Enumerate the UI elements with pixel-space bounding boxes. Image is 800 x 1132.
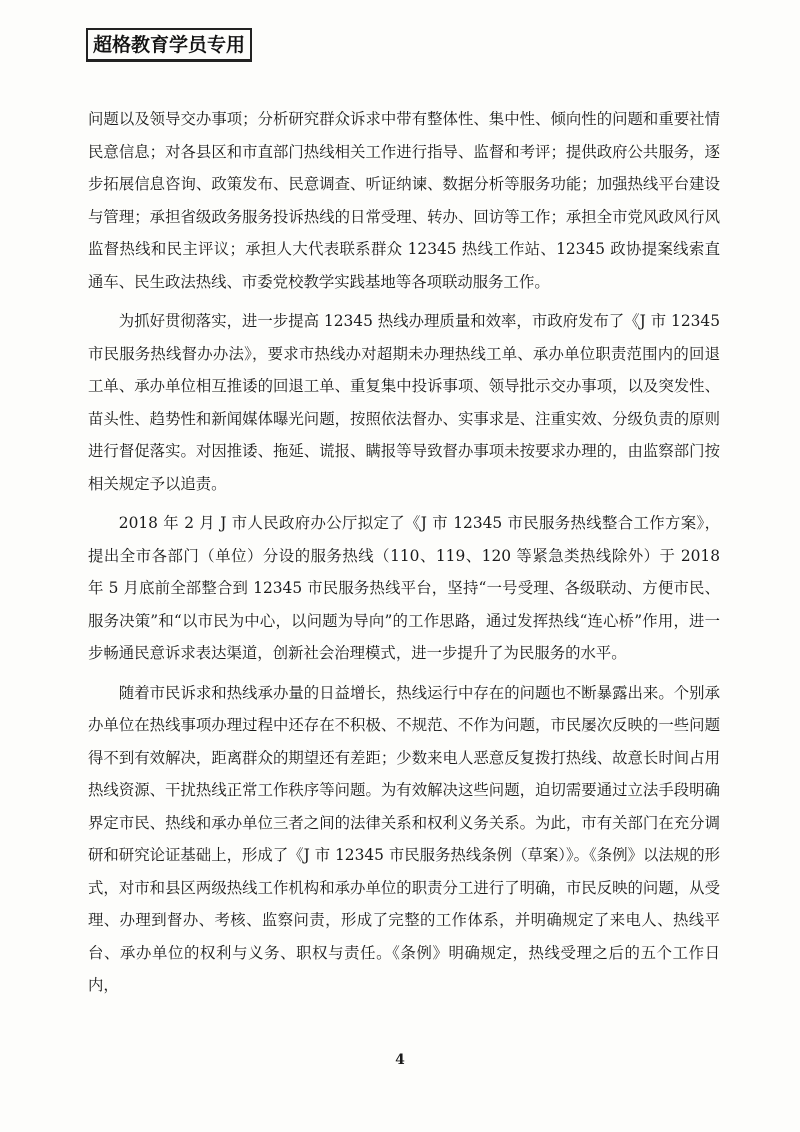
paragraph-regulation-draft: 随着市民诉求和热线承办量的日益增长，热线运行中存在的问题也不断暴露出来。个别承办单位在热线事项办理过程中还存在不积极、不规范、不作为问题，市民屡次反映的一些问题得不到有效解决，距离群众的期望还有差距；少数来电人恶意反复拨打热线、故意长时间占用热线资源、干扰热线正常工作秩序等问题。为有效解决这些问题，迫切需要通过立法手段明确界定市民、热线和承办单位三者之间的法律关系和权利义务关系。为此，市有关部门在充分调研和研究论证基础上，形成了《J 市 12345 市民服务热线条例（草案）》。《条例》以法规的形式，对市和县区两级热线工作机构和承办单位的职责分工进行了明确，市民反映的问题，从受理、办理到督办、考核、监察问责，形成了完整的工作体系，并明确规定了来电人、热线平台、承办单位的权利与义务、职权与责任。《条例》明确规定，热线受理之后的五个工作日内，: [88, 683, 720, 994]
paragraph-continued: 问题以及领导交办事项；分析研究群众诉求中带有整体性、集中性、倾向性的问题和重要社情民意信息；对各县区和市直部门热线相关工作进行指导、监督和考评；提供政府公共服务，逐步拓展信息咨询、政策发布、民意调查、听证纳谏、数据分析等服务功能；加强热线平台建设与管理；承担省级政务服务投诉热线的日常受理、转办、回访等工作；承担全市党风政风行风监督热线和民主评议；承担人大代表联系群众 12345 热线工作站、12345 政协提案线索直通车、民生政法热线、市委党校教学实践基地等各项联动服务工作。: [88, 110, 720, 291]
paragraph-supervision-measures: 为抓好贯彻落实，进一步提高 12345 热线办理质量和效率，市政府发布了《J 市 12345 市民服务热线督办办法》，要求市热线办对超期未办理热线工单、承办单位职责范围内的回退工单、承办单位相互推诿的回退工单、重复集中投诉事项、领导批示交办事项，以及突发性、苗头性、趋势性和新闻媒体曝光问题，按照依法督办、实事求是、注重实效、分级负责的原则进行督促落实。对因推诿、拖延、谎报、瞒报等导致督办事项未按要求办理的，由监察部门按相关规定予以追责。: [88, 312, 720, 493]
page-number: 4: [395, 1052, 405, 1068]
header-stamp: 超格教育学员专用: [86, 28, 252, 62]
paragraph-integration-plan: 2018 年 2 月 J 市人民政府办公厅拟定了《J 市 12345 市民服务热线整合工作方案》，提出全市各部门（单位）分设的服务热线（110、119、120 等紧急类热线除外）于 2018 年 5 月底前全部整合到 12345 市民服务热线平台，坚持“一号受理、各级联动、方便市民、服务决策”和“以市民为中心，以问题为导向”的工作思路，通过发挥热线“连心桥”作用，进一步畅通民意诉求表达渠道，创新社会治理模式，进一步提升了为民服务的水平。: [88, 514, 720, 662]
document-body: [88, 103, 720, 1009]
